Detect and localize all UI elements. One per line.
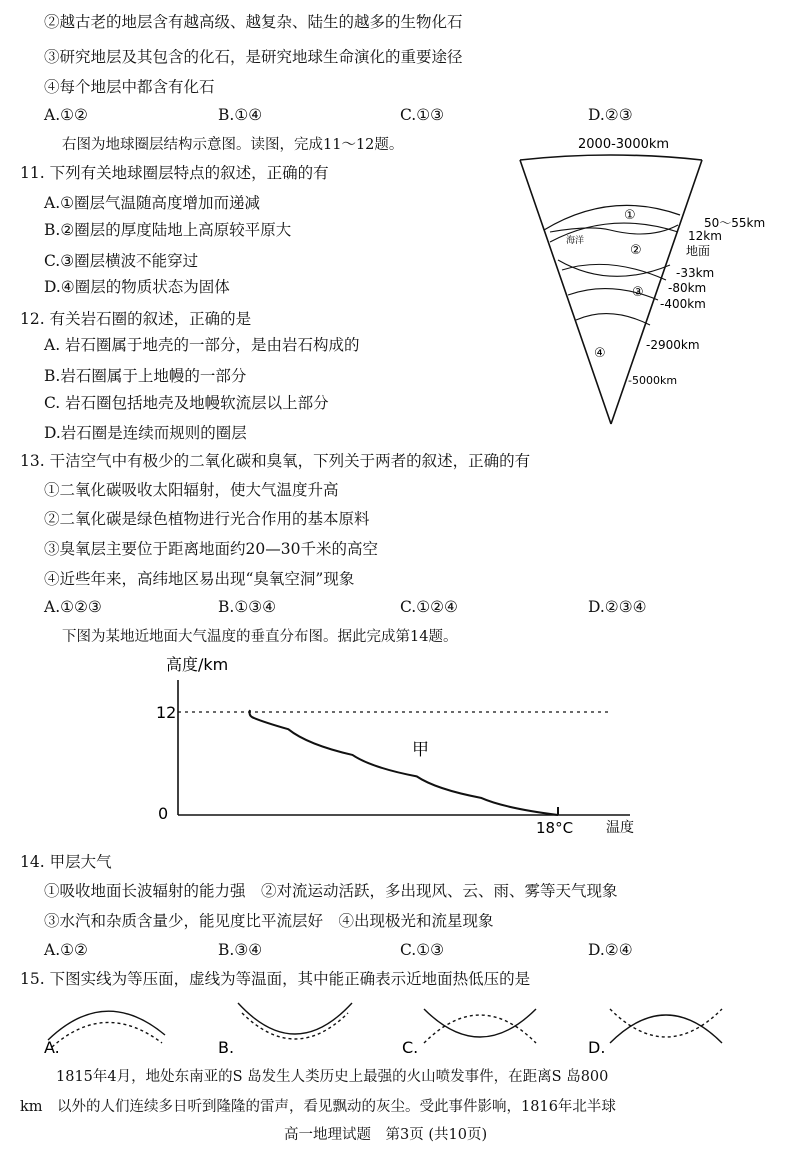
choice-a: A.①②③ [44,598,102,616]
svg-text:12km: 12km [688,229,722,243]
region-label: 甲 [412,740,429,760]
diagram-top-label: 2000-3000km [578,137,670,152]
option-line: ③研究地层及其包含的化石，是研究地球生命演化的重要途径 [44,48,463,66]
question-14: 14. 甲层大气 [20,853,112,871]
question-11: 11. 下列有关地球圈层特点的叙述，正确的有 [20,164,329,182]
svg-text:-80km: -80km [668,281,707,295]
choice-b: B.①④ [218,106,263,124]
y-tick-12: 12 [156,703,177,722]
question-12: 12. 有关岩石圈的叙述，正确的是 [20,310,252,328]
svg-text:-5000km: -5000km [628,374,678,387]
earth-layers-diagram [510,130,790,430]
choice-a: A.①② [44,941,88,959]
layer-1-label: ① [624,208,636,223]
option-line: ④每个地层中都含有化石 [44,78,215,96]
svg-text:地面: 地面 [686,244,711,258]
statement: ④近些年来，高纬地区易出现“臭氧空洞”现象 [44,570,355,588]
option-d-figure [588,1009,722,1057]
option-c-figure [402,1009,536,1057]
svg-text:C.: C. [402,1038,419,1057]
statement: ①吸收地面长波辐射的能力强 ②对流运动活跃，多出现风、云、雨、雾等天气现象 [44,882,618,900]
statement: ①二氧化碳吸收太阳辐射，使大气温度升高 [44,481,339,499]
option-line: ②越古老的地层含有越高级、越复杂、陆生的越多的生物化石 [44,13,463,31]
x-tick-label: 18°C [536,819,574,835]
choice-d: D.岩石圈是连续而规则的圈层 [44,424,247,442]
passage-text: km 以外的人们连续多日听到隆隆的雷声，看见飘动的灰尘。受此事件影响，1816年北半球 [20,1099,616,1115]
svg-text:D.: D. [588,1038,606,1057]
passage-text: 1815年4月，地处东南亚的S 岛发生人类历史上最强的火山喷发事件，在距离S 岛800 [56,1069,609,1085]
svg-text:-33km: -33km [676,266,715,280]
choice-b: B.岩石圈属于上地幔的一部分 [44,367,247,385]
question-15: 15. 下图实线为等压面，虚线为等温面，其中能正确表示近地面热低压的是 [20,970,531,988]
temperature-profile-chart [150,650,650,835]
y-axis-label: 高度/km [166,655,229,674]
svg-text:50～55km: 50～55km [704,216,766,230]
ocean-label: 海洋 [566,236,585,246]
choice-b: B.③④ [218,941,263,959]
temperature-curve [250,710,559,815]
layer-4-label: ④ [594,346,606,361]
x-axis-label: 温度 [606,820,634,835]
layer-2-label: ② [630,243,642,258]
choice-c: C.①②④ [400,598,458,616]
choice-c: C.③圈层横波不能穿过 [44,252,199,270]
statement: ③水汽和杂质含量少，能见度比平流层好 ④出现极光和流星现象 [44,912,494,930]
page-footer: 高一地理试题 第3页 (共10页) [284,1127,488,1143]
choice-d: D.②③④ [588,598,647,616]
svg-text:-2900km: -2900km [646,338,700,352]
option-b-figure [218,1003,352,1057]
choice-a: A.①圈层气温随高度增加而递减 [44,194,261,212]
statement: ②二氧化碳是绿色植物进行光合作用的基本原料 [44,510,370,528]
choice-c: C. 岩石圈包括地壳及地幔软流层以上部分 [44,394,329,412]
choice-d: D.②③ [588,106,633,124]
choice-d: D.②④ [588,941,633,959]
intro-text: 右图为地球圈层结构示意图。读图，完成11～12题。 [62,137,404,153]
choice-c: C.①③ [400,106,445,124]
statement: ③臭氧层主要位于距离地面约20—30千米的高空 [44,540,378,558]
intro-text: 下图为某地近地面大气温度的垂直分布图。据此完成第14题。 [62,629,458,645]
choice-d: D.④圈层的物质状态为固体 [44,278,230,296]
choice-c: C.①③ [400,941,445,959]
svg-text:A.: A. [44,1038,60,1057]
choice-a: A.①② [44,106,88,124]
option-a-figure [44,1011,165,1057]
svg-text:-400km: -400km [660,297,706,311]
isobar-options [40,995,780,1060]
svg-text:B.: B. [218,1038,235,1057]
choice-b: B.②圈层的厚度陆地上高原较平原大 [44,221,292,239]
question-13: 13. 干洁空气中有极少的二氧化碳和臭氧，下列关于两者的叙述，正确的有 [20,452,531,470]
choice-a: A. 岩石圈属于地壳的一部分，是由岩石构成的 [44,336,360,354]
y-tick-0: 0 [158,804,169,823]
choice-b: B.①③④ [218,598,277,616]
layer-3-label: ③ [632,285,644,300]
